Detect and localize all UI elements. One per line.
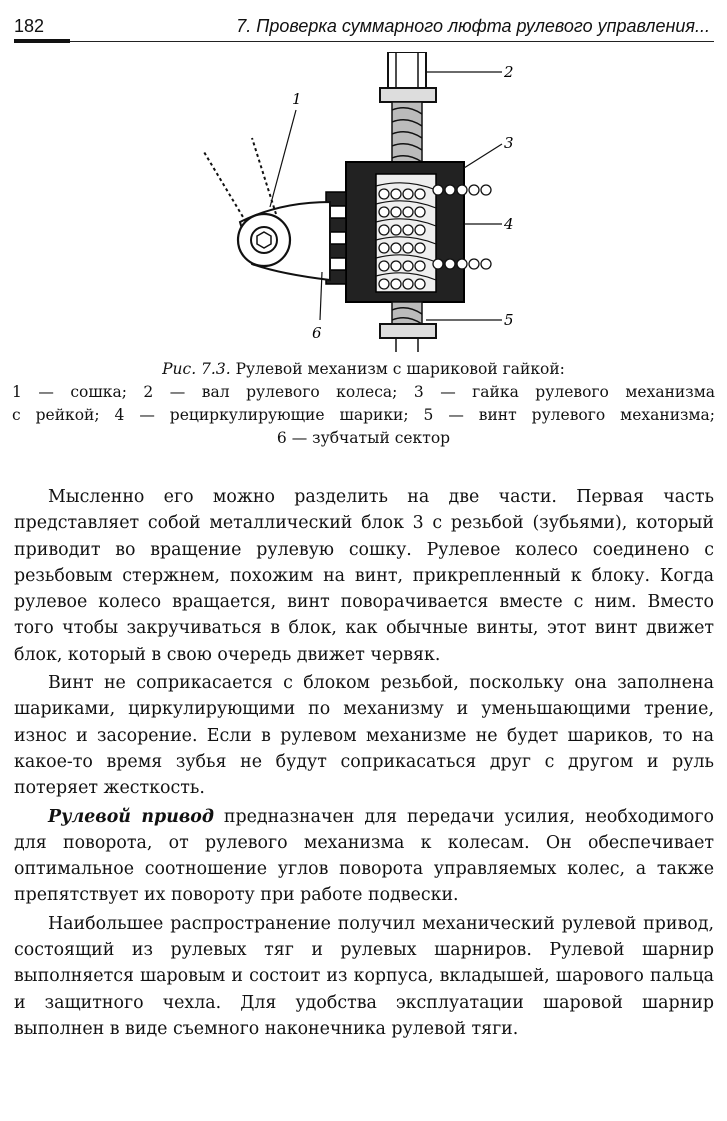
caption-title-line (12, 358, 715, 381)
label-3: 3 (504, 134, 514, 152)
paragraph-3 (14, 804, 714, 909)
running-title: 7. Проверка суммарного люфта рулевого управления... (236, 16, 710, 36)
term-steering-drive: Рулевой привод (48, 806, 214, 827)
label-2: 2 (504, 63, 514, 81)
pitman-arm-swing-left (204, 152, 246, 222)
label-4: 4 (504, 215, 514, 233)
page-header (14, 14, 714, 44)
label-5: 5 (504, 311, 514, 329)
page-number: 182 (14, 16, 45, 36)
caption-line-4: 6 — зубчатый сектор (276, 429, 451, 447)
paragraph-4: Наибольшее распространение получил механический рулевой привод, состоящий из рулевых тяг и рулевых шарниров. Рулевой шарнир выполняется шаровым и состоит из корпуса, вкладышей, шарового пальца и защитного чехла. Для удобства эксплуатации шаровой шарнир выполнен в виде съемного наконечника рулевой тяги. (14, 913, 714, 1039)
lower-cap (380, 324, 436, 338)
label-1: 1 (292, 90, 302, 108)
body-text (14, 484, 714, 1044)
header-rule-accent (14, 39, 70, 43)
header-rule (14, 41, 714, 42)
paragraph-1: Мысленно его можно разделить на две части. Первая часть представляет собой металлический блок 3 с резьбой (зубьями), который приводит во вращение рулевую сошку. Рулевое колесо соединено с резьбовым стержнем, похожим на винт, прикрепленный к блоку. Когда рулевое колесо вращается, винт поворачивается вместе с ним. Вместо того чтобы закручиваться в блок, как обычные винты, этот винт движет блок, который в свою очередь движет червяк. (14, 487, 714, 665)
caption-title: Рулевой механизм с шариковой гайкой: (235, 360, 565, 378)
figure-caption (12, 358, 715, 450)
steering-mechanism-diagram (180, 52, 540, 352)
pitman-arm-swing-right (252, 138, 276, 214)
caption-label: Рис. 7.3. (162, 360, 231, 378)
paragraph-3-text: предназначен для передачи усилия, необходимого для поворота, от рулевого механизма к колесам. Он обеспечивает оптимальное соотношение углов поворота управляемых колес, а также препятствует их повороту при работе подвески. (14, 806, 714, 906)
upper-cap (380, 88, 436, 102)
steering-shaft (388, 52, 426, 88)
caption-line-2: 1 — сошка; 2 — вал рулевого колеса; 3 — гайка рулевого механизма (12, 383, 715, 401)
caption-line-3: с рейкой; 4 — рециркулирующие шарики; 5 — винт рулевого механизма; (12, 406, 715, 424)
steering-mechanism-figure (180, 52, 540, 352)
paragraph-2: Винт не соприкасается с блоком резьбой, поскольку она заполнена шариками, циркулирующими по механизму и уменьшающими трение, износ и засорение. Если в рулевом механизме не будет шариков, то на какое-то время зубья не будут соприкасаться друг с другом и руль потеряет жесткость. (14, 673, 714, 799)
label-6: 6 (312, 324, 322, 342)
